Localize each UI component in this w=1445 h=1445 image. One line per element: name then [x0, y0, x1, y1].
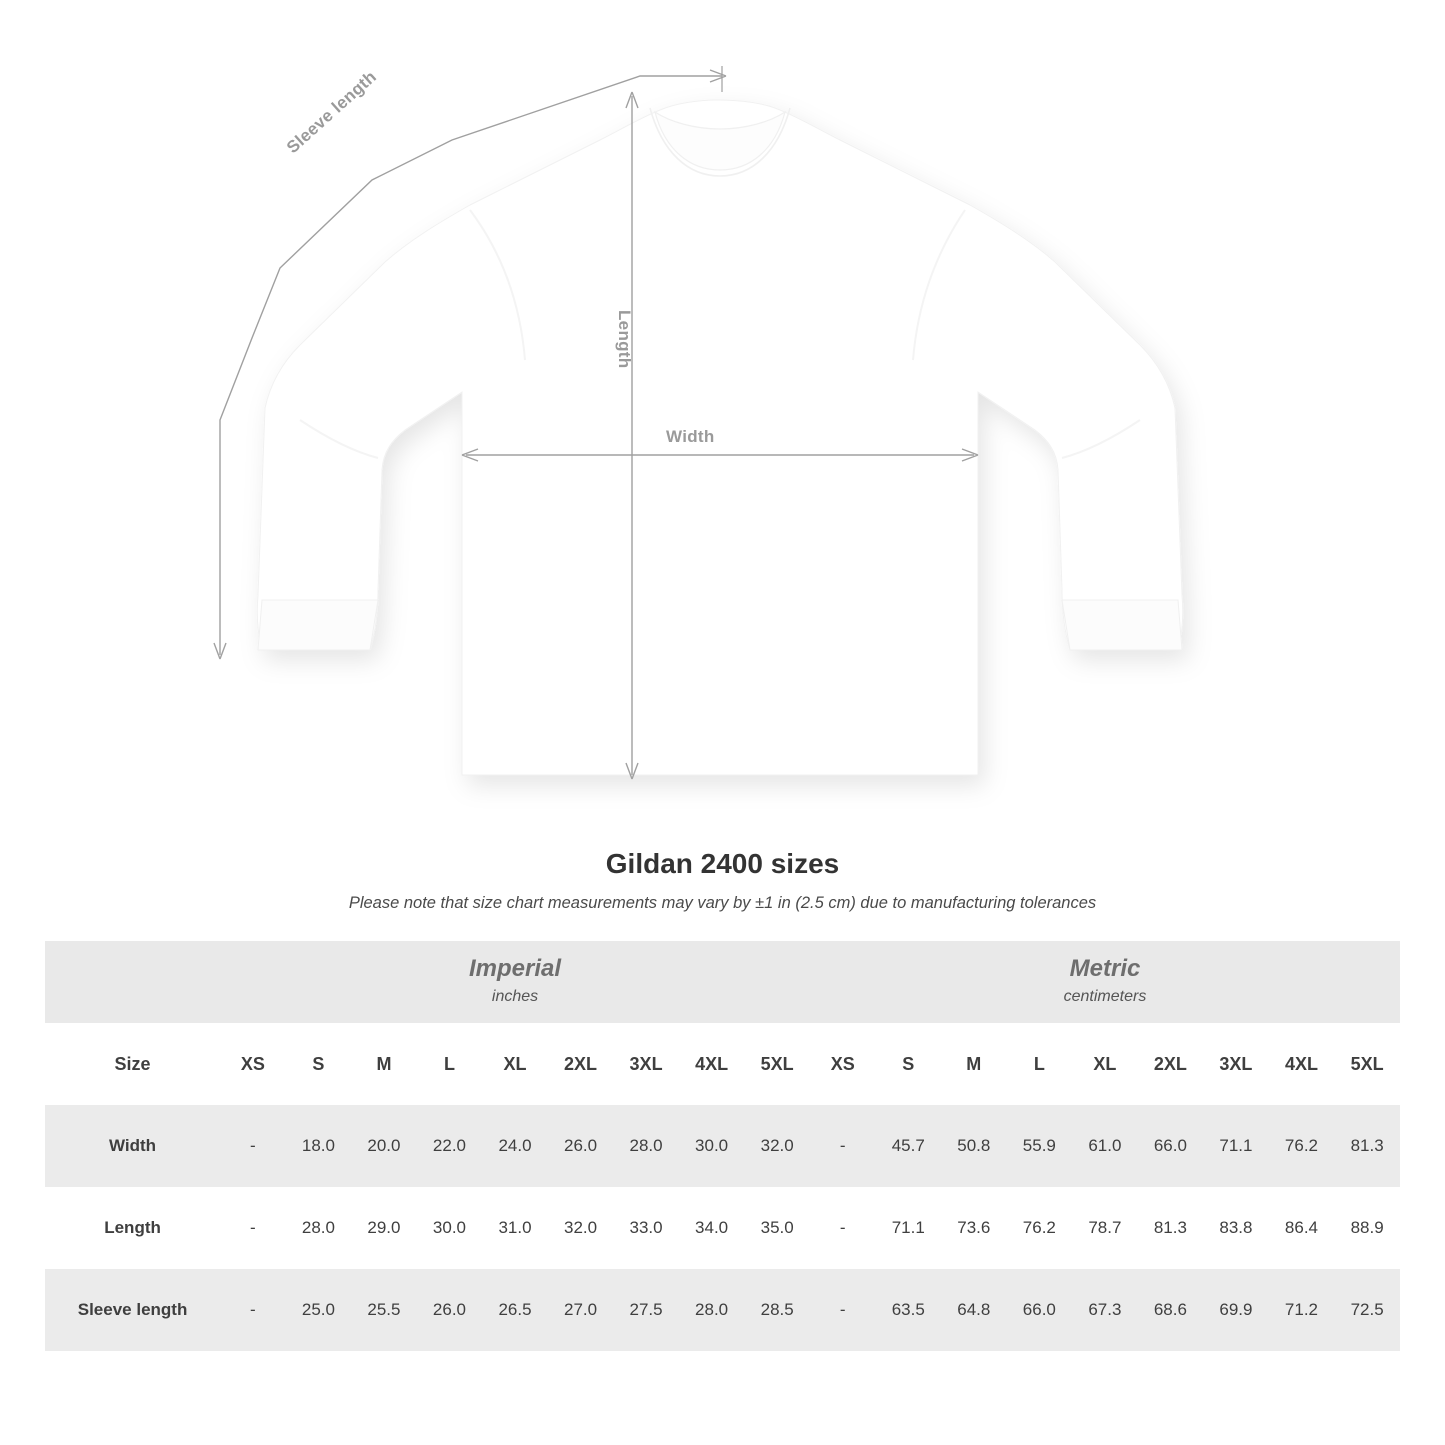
measurement-value: 27.0	[548, 1269, 614, 1351]
size-column-header: L	[417, 1023, 483, 1105]
measurement-value: 29.0	[351, 1187, 417, 1269]
size-column-header: S	[286, 1023, 352, 1105]
measurement-value: 67.3	[1072, 1269, 1138, 1351]
unit-group-name: Metric	[1069, 955, 1141, 983]
measurement-value: 28.0	[679, 1269, 745, 1351]
measurement-value: 18.0	[286, 1105, 352, 1187]
measurement-value: 24.0	[482, 1105, 548, 1187]
measurement-value: 32.0	[744, 1105, 810, 1187]
measurement-value: 73.6	[941, 1187, 1007, 1269]
size-chart-table-wrap	[45, 941, 1400, 1351]
measurement-value: 27.5	[613, 1269, 679, 1351]
width-dimension-label: Width	[666, 427, 715, 446]
size-column-header: 3XL	[613, 1023, 679, 1105]
measurement-value: 26.5	[482, 1269, 548, 1351]
measurement-value: 63.5	[876, 1269, 942, 1351]
measurement-value: 81.3	[1334, 1105, 1400, 1187]
measurement-value: 68.6	[1138, 1269, 1204, 1351]
measurement-value: -	[810, 1105, 876, 1187]
unit-group-name: Imperial	[469, 955, 562, 983]
measurement-value: 72.5	[1334, 1269, 1400, 1351]
shirt-shape	[257, 100, 1183, 775]
measurement-value: 83.8	[1203, 1187, 1269, 1269]
size-column-header: XS	[220, 1023, 286, 1105]
measurement-value: 34.0	[679, 1187, 745, 1269]
size-column-header: S	[876, 1023, 942, 1105]
unit-group-sub: inches	[491, 988, 539, 1006]
measurement-value: 28.5	[744, 1269, 810, 1351]
size-header-row	[45, 1023, 1400, 1105]
size-column-header: L	[1007, 1023, 1073, 1105]
measurement-value: 33.0	[613, 1187, 679, 1269]
title-block	[0, 848, 1445, 913]
measurement-value: 71.1	[1203, 1105, 1269, 1187]
measurement-value: 88.9	[1334, 1187, 1400, 1269]
measurement-value: 30.0	[679, 1105, 745, 1187]
measurement-value: -	[220, 1105, 286, 1187]
table-row	[45, 1269, 1400, 1351]
measurement-value: -	[810, 1187, 876, 1269]
size-chart-table	[45, 941, 1400, 1351]
measurement-value: 81.3	[1138, 1187, 1204, 1269]
unit-group-header-imperial	[220, 941, 810, 1023]
measurement-value: -	[220, 1187, 286, 1269]
size-column-header: 2XL	[1138, 1023, 1204, 1105]
sleeve-length-dimension-label: Sleeve length	[283, 67, 381, 158]
measurement-value: -	[220, 1269, 286, 1351]
table-row	[45, 1105, 1400, 1187]
size-column-header: M	[941, 1023, 1007, 1105]
unit-group-header-metric	[810, 941, 1400, 1023]
measurement-value: 30.0	[417, 1187, 483, 1269]
measurement-value: 22.0	[417, 1105, 483, 1187]
size-column-header: 5XL	[744, 1023, 810, 1105]
measurement-value: 78.7	[1072, 1187, 1138, 1269]
measurement-value: 61.0	[1072, 1105, 1138, 1187]
length-dimension-label: Length	[615, 310, 634, 369]
measurement-value: 25.0	[286, 1269, 352, 1351]
measurement-value: 32.0	[548, 1187, 614, 1269]
size-column-header: XL	[1072, 1023, 1138, 1105]
measurement-value: 71.2	[1269, 1269, 1335, 1351]
size-column-header: M	[351, 1023, 417, 1105]
measurement-value: 20.0	[351, 1105, 417, 1187]
measurement-value: 66.0	[1007, 1269, 1073, 1351]
size-column-header: XL	[482, 1023, 548, 1105]
size-column-header: 4XL	[1269, 1023, 1335, 1105]
unit-header-spacer	[45, 941, 220, 1023]
measurement-value: 45.7	[876, 1105, 942, 1187]
measurement-value: 25.5	[351, 1269, 417, 1351]
measurement-value: 55.9	[1007, 1105, 1073, 1187]
measurement-label: Sleeve length	[45, 1269, 220, 1351]
measurement-value: 26.0	[417, 1269, 483, 1351]
measurement-value: 66.0	[1138, 1105, 1204, 1187]
measurement-value: 50.8	[941, 1105, 1007, 1187]
size-column-header: 3XL	[1203, 1023, 1269, 1105]
measurement-value: 35.0	[744, 1187, 810, 1269]
measurement-value: 28.0	[286, 1187, 352, 1269]
measurement-value: 28.0	[613, 1105, 679, 1187]
unit-header-row	[45, 941, 1400, 1023]
measurement-value: 26.0	[548, 1105, 614, 1187]
tolerance-note: Please note that size chart measurements may vary by ±1 in (2.5 cm) due to manufacturing tolerances	[348, 894, 1097, 912]
measurement-value: 64.8	[941, 1269, 1007, 1351]
measurement-value: 69.9	[1203, 1269, 1269, 1351]
measurement-value: 76.2	[1269, 1105, 1335, 1187]
unit-group-sub: centimeters	[1063, 988, 1147, 1006]
measurement-value: 86.4	[1269, 1187, 1335, 1269]
measurement-value: 71.1	[876, 1187, 942, 1269]
size-column-header: 2XL	[548, 1023, 614, 1105]
measurement-label: Width	[45, 1105, 220, 1187]
size-header-label: Size	[45, 1023, 220, 1105]
page-title: Gildan 2400 sizes	[605, 848, 840, 879]
size-column-header: XS	[810, 1023, 876, 1105]
table-row	[45, 1187, 1400, 1269]
measurement-label: Length	[45, 1187, 220, 1269]
measurement-value: 76.2	[1007, 1187, 1073, 1269]
measurement-value: 31.0	[482, 1187, 548, 1269]
size-column-header: 4XL	[679, 1023, 745, 1105]
measurement-value: -	[810, 1269, 876, 1351]
size-column-header: 5XL	[1334, 1023, 1400, 1105]
